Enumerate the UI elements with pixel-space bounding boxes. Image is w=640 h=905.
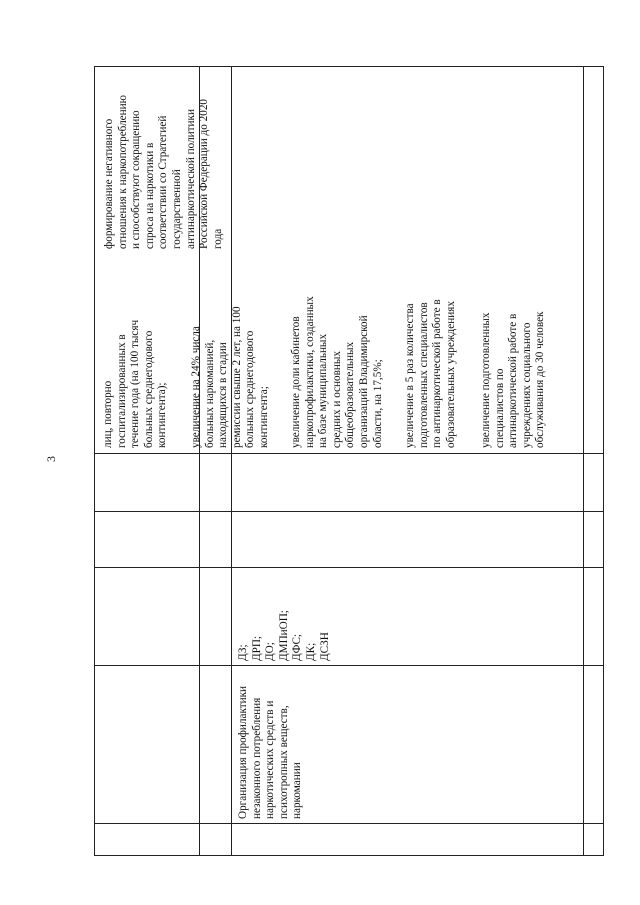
document-table bbox=[94, 66, 604, 856]
result-cell: формирование негативного отношения к наркопотреблению и способствуют сокращению спроса на наркотики в соответствии со Стратегией государственной антинаркотической политики Российской Федерации до 2020 года bbox=[103, 95, 224, 249]
indicator-item: увеличение на 24% числа больных наркоманией, находящихся в стадии ремиссии свыше 2 лет, на 100 больных среднегодового контингента; bbox=[190, 306, 270, 448]
table-col-divider bbox=[95, 511, 603, 512]
table-col-divider bbox=[95, 823, 603, 824]
table-col-divider bbox=[95, 567, 603, 568]
table-col-divider bbox=[95, 665, 603, 666]
table-col-divider bbox=[95, 453, 603, 454]
task-cell: Организация профилактики незаконного потребления наркотических средств и психотропных веществ, наркомании bbox=[237, 685, 304, 819]
indicator-item: увеличение доли кабинетов наркопрофилактики, созданных на базе муниципальных средних и основных общеобразовательных организаций Владимирской области, на 17,5%; bbox=[290, 296, 384, 448]
indicator-item: увеличение в 5 раз количества подготовленных специалистов по антинаркотической работе в образовательных учреждениях bbox=[404, 299, 457, 448]
indicator-item: лиц, повторно госпитализированных в течение года (на 100 тысяч больных среднегодового контингента); bbox=[102, 319, 169, 448]
table-row-divider bbox=[231, 67, 232, 855]
indicator-item: увеличение подготовленных специалистов по антинаркотической работе в учреждениях социального обслуживания до 30 человек bbox=[480, 311, 547, 448]
table-row-divider bbox=[583, 67, 584, 855]
page-number: 3 bbox=[44, 456, 58, 462]
executors-cell: ДЗ; ДРП; ДО; ДМПиОП; ДФС; ДК; ДСЗН bbox=[237, 610, 331, 661]
